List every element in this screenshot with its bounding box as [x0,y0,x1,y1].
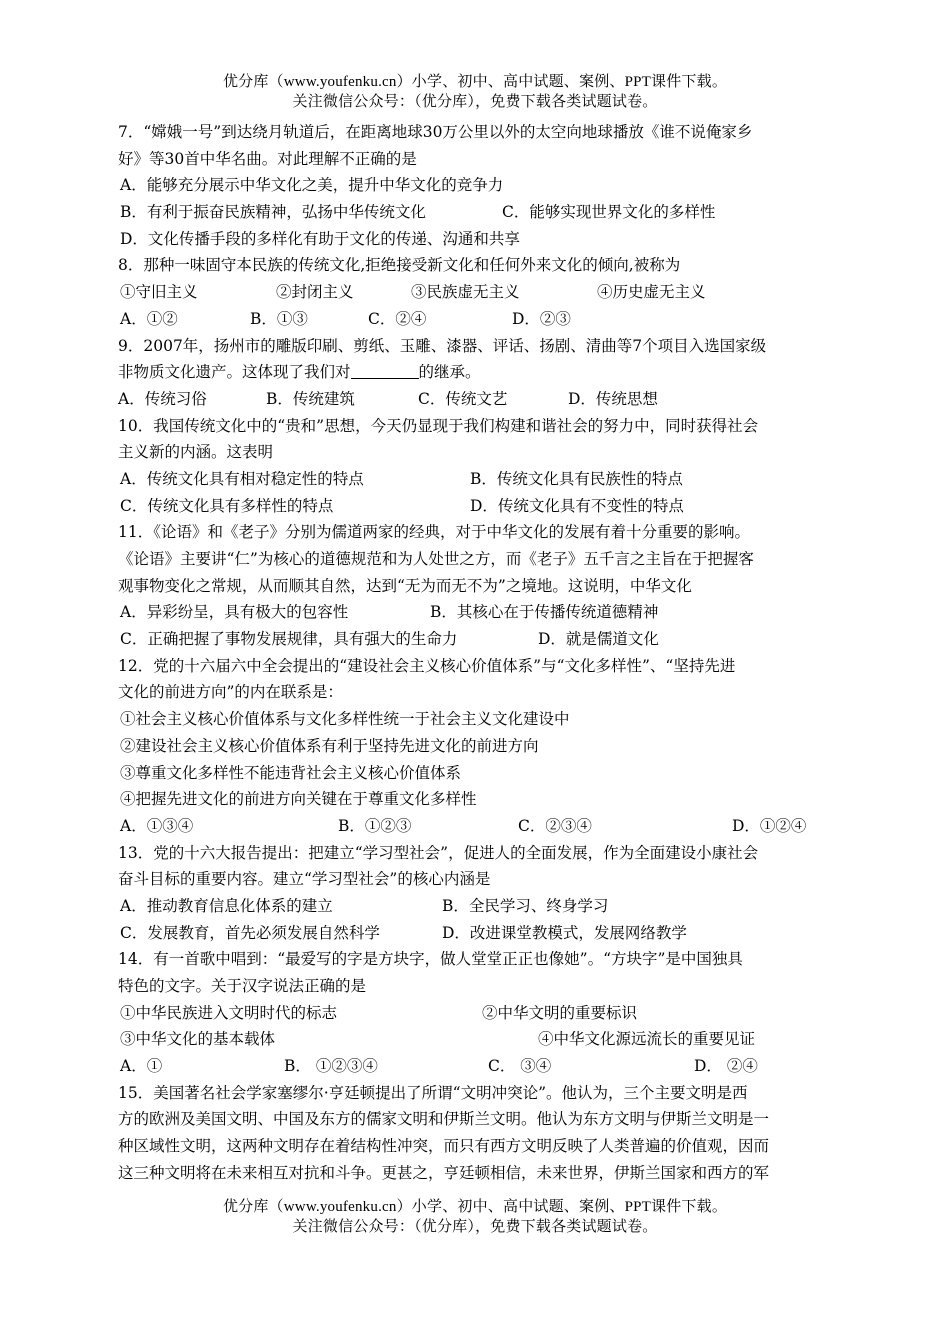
q8-statement-2: ②封闭主义 [276,283,354,302]
q12-stem-line-2: 文化的前进方向”的内在联系是： [118,683,343,702]
q8-option-a: A．①② [120,309,178,328]
q15-stem-line-2: 方的欧洲及美国文明、中国及东方的儒家文明和伊斯兰文明。他认为东方文明与伊斯兰文明是一 [118,1110,770,1129]
footer-line-2: 关注微信公众号：（优分库），免费下载各类试题试卷。 [292,1219,658,1235]
q8-statement-3: ③民族虚无主义 [411,283,520,302]
q10-options-ab [118,466,858,493]
q9-stem-part-1: 非物质文化遗产。这体现了我们对 [118,363,351,382]
q8-option-b: B．①③ [250,309,308,328]
question-15 [118,1080,858,1187]
q15-stem-line-4: 这三种文明将在未来相互对抗和斗争。更甚之，亨廷顿相信，未来世界，伊斯兰国家和西方的军 [118,1163,770,1182]
q11-stem-line-3: 观事物变化之常规，从而顺其自然，达到“无为而无不为”之境地。这说明，中华文化 [118,576,692,595]
q8-statements [118,279,858,306]
question-11 [118,519,858,652]
q13-options-cd [118,920,858,947]
q9-option-d: D．传统思想 [568,389,658,408]
q12-option-b: B．①②③ [338,816,412,835]
q10-option-d: D．传统文化具有不变性的特点 [470,496,684,515]
question-8 [118,252,858,332]
q12-option-a: A．①③④ [120,816,194,835]
q14-options [118,1053,858,1080]
q10-options-cd [118,493,858,520]
q8-statement-1: ①守旧主义 [120,283,198,302]
q9-options [118,386,858,413]
q10-stem-line-2: 主义新的内涵。这表明 [118,443,274,462]
q13-stem-line-2: 奋斗目标的重要内容。建立“学习型社会”的核心内涵是 [118,870,491,889]
header-line-2: 关注微信公众号：（优分库），免费下载各类试题试卷。 [292,94,658,110]
q11-option-b: B．其核心在于传播传统道德精神 [430,603,659,622]
question-14 [118,946,858,1079]
q14-statements-12 [118,1000,858,1027]
q9-stem-part-2: 的继承。 [418,363,481,382]
fill-in-blank [351,361,419,379]
q8-options [118,306,858,333]
q11-stem-line-1: 11．《论语》和《老子》分别为儒道两家的经典，对于中华文化的发展有着十分重要的影响。 [118,523,750,542]
q9-option-c: C．传统文艺 [418,389,508,408]
q8-statement-4: ④历史虚无主义 [597,283,706,302]
q14-option-a: A．① [120,1057,163,1076]
q7-option-d: D．文化传播手段的多样化有助于文化的传递、沟通和共享 [120,229,520,248]
q10-option-a: A．传统文化具有相对稳定性的特点 [120,469,364,488]
q10-stem-line-1: 10．我国传统文化中的“贵和”思想，今天仍显现于我们构建和谐社会的努力中，同时获得社会 [118,416,759,435]
question-10 [118,413,858,520]
q7-stem-line-1: 7．“嫦娥一号”到达绕月轨道后，在距离地球30万公里以外的太空向地球播放《谁不说俺家乡 [118,123,753,141]
q14-statement-2: ②中华文明的重要标识 [482,1003,638,1022]
q15-stem-line-1: 15．美国著名社会学家塞缪尔·亨廷顿提出了所谓“文明冲突论”。他认为，三个主要文明是西 [118,1083,748,1102]
q7-option-c: C．能够实现世界文化的多样性 [502,203,716,222]
page-header [0,72,950,112]
q12-stem-line-1: 12．党的十六届六中全会提出的“建设社会主义核心价值体系”与“文化多样性”、“坚持先进 [118,656,736,675]
q11-options-ab [118,599,858,626]
q12-options [118,813,858,840]
q7-stem-line-2: 好》等30首中华名曲。对此理解不正确的是 [118,149,417,168]
q14-statement-3: ③中华文化的基本载体 [120,1030,276,1049]
q11-option-a: A．异彩纷呈，具有极大的包容性 [120,603,349,622]
q12-statement-1: ①社会主义核心价值体系与文化多样性统一于社会主义文化建设中 [120,710,570,729]
q9-option-a: A．传统习俗 [118,389,207,408]
q14-stem-line-2: 特色的文字。关于汉字说法正确的是 [118,977,367,995]
header-line-1: 优分库（www.youfenku.cn）小学、初中、高中试题、案例、PPT课件下载。 [222,74,728,90]
q7-option-a: A．能够充分展示中华文化之美，提升中华文化的竞争力 [120,176,504,195]
q12-statement-3: ③尊重文化多样性不能违背社会主义核心价值体系 [120,763,462,782]
q13-option-c: C．发展教育，首先必须发展自然科学 [120,923,380,942]
question-9 [118,333,858,413]
q11-option-c: C．正确把握了事物发展规律，具有强大的生命力 [120,630,458,649]
q7-option-b: B．有利于振奋民族精神，弘扬中华传统文化 [120,203,426,222]
q14-statement-4: ④中华文化源远流长的重要见证 [538,1030,756,1049]
q12-option-d: D．①②④ [732,816,807,835]
q14-stem-line-1: 14．有一首歌中唱到：“最爱写的字是方块字，做人堂堂正正也像她”。“方块字”是中国独具 [118,950,743,969]
q11-options-cd [118,626,858,653]
footer-line-1: 优分库（www.youfenku.cn）小学、初中、高中试题、案例、PPT课件下载。 [222,1199,728,1215]
question-7 [118,119,858,252]
q12-statement-2: ②建设社会主义核心价值体系有利于坚持先进文化的前进方向 [120,736,539,755]
q13-option-a: A．推动教育信息化体系的建立 [120,896,333,915]
page-footer [0,1197,950,1237]
q8-option-c: C．②④ [368,309,427,328]
q14-option-b: B． ①②③④ [284,1057,378,1076]
question-content [118,119,858,1187]
q14-option-c: C． ③④ [488,1057,552,1076]
q10-option-b: B．传统文化具有民族性的特点 [470,469,683,488]
q13-options-ab [118,893,858,920]
q15-stem-line-3: 种区域性文明，这两种文明存在着结构性冲突，而只有西方文明反映了人类普遍的价值观，因而 [118,1137,770,1156]
q11-option-d: D．就是儒道文化 [538,630,659,649]
q7-options-bc [118,199,858,226]
q14-statements-34 [118,1026,858,1053]
question-13 [118,840,858,947]
q13-option-d: D．改进课堂教模式，发展网络教学 [442,923,687,942]
q9-stem-line-1: 9．2007年，扬州市的雕版印刷、剪纸、玉雕、漆器、评话、扬剧、清曲等7个项目入选国家级 [118,336,767,355]
q10-option-c: C．传统文化具有多样性的特点 [120,496,334,515]
q9-option-b: B．传统建筑 [266,389,355,408]
q13-stem-line-1: 13．党的十六大报告提出：把建立“学习型社会”，促进人的全面发展，作为全面建设小康社会 [118,843,759,862]
q8-option-d: D．②③ [512,309,571,328]
q9-stem-line-2 [118,359,858,386]
q14-statement-1: ①中华民族进入文明时代的标志 [120,1003,338,1022]
question-12 [118,653,858,840]
q14-option-d: D． ②④ [694,1057,758,1076]
q11-stem-line-2: 《论语》主要讲“仁”为核心的道德规范和为人处世之方，而《老子》五千言之主旨在于把握客 [118,550,754,568]
q12-statement-4: ④把握先进文化的前进方向关键在于尊重文化多样性 [120,790,477,809]
q8-stem-line-1: 8．那种一味固守本民族的传统文化,拒绝接受新文化和任何外来文化的倾向,被称为 [118,256,681,275]
q13-option-b: B．全民学习、终身学习 [442,896,609,915]
q12-option-c: C．②③④ [518,816,592,835]
